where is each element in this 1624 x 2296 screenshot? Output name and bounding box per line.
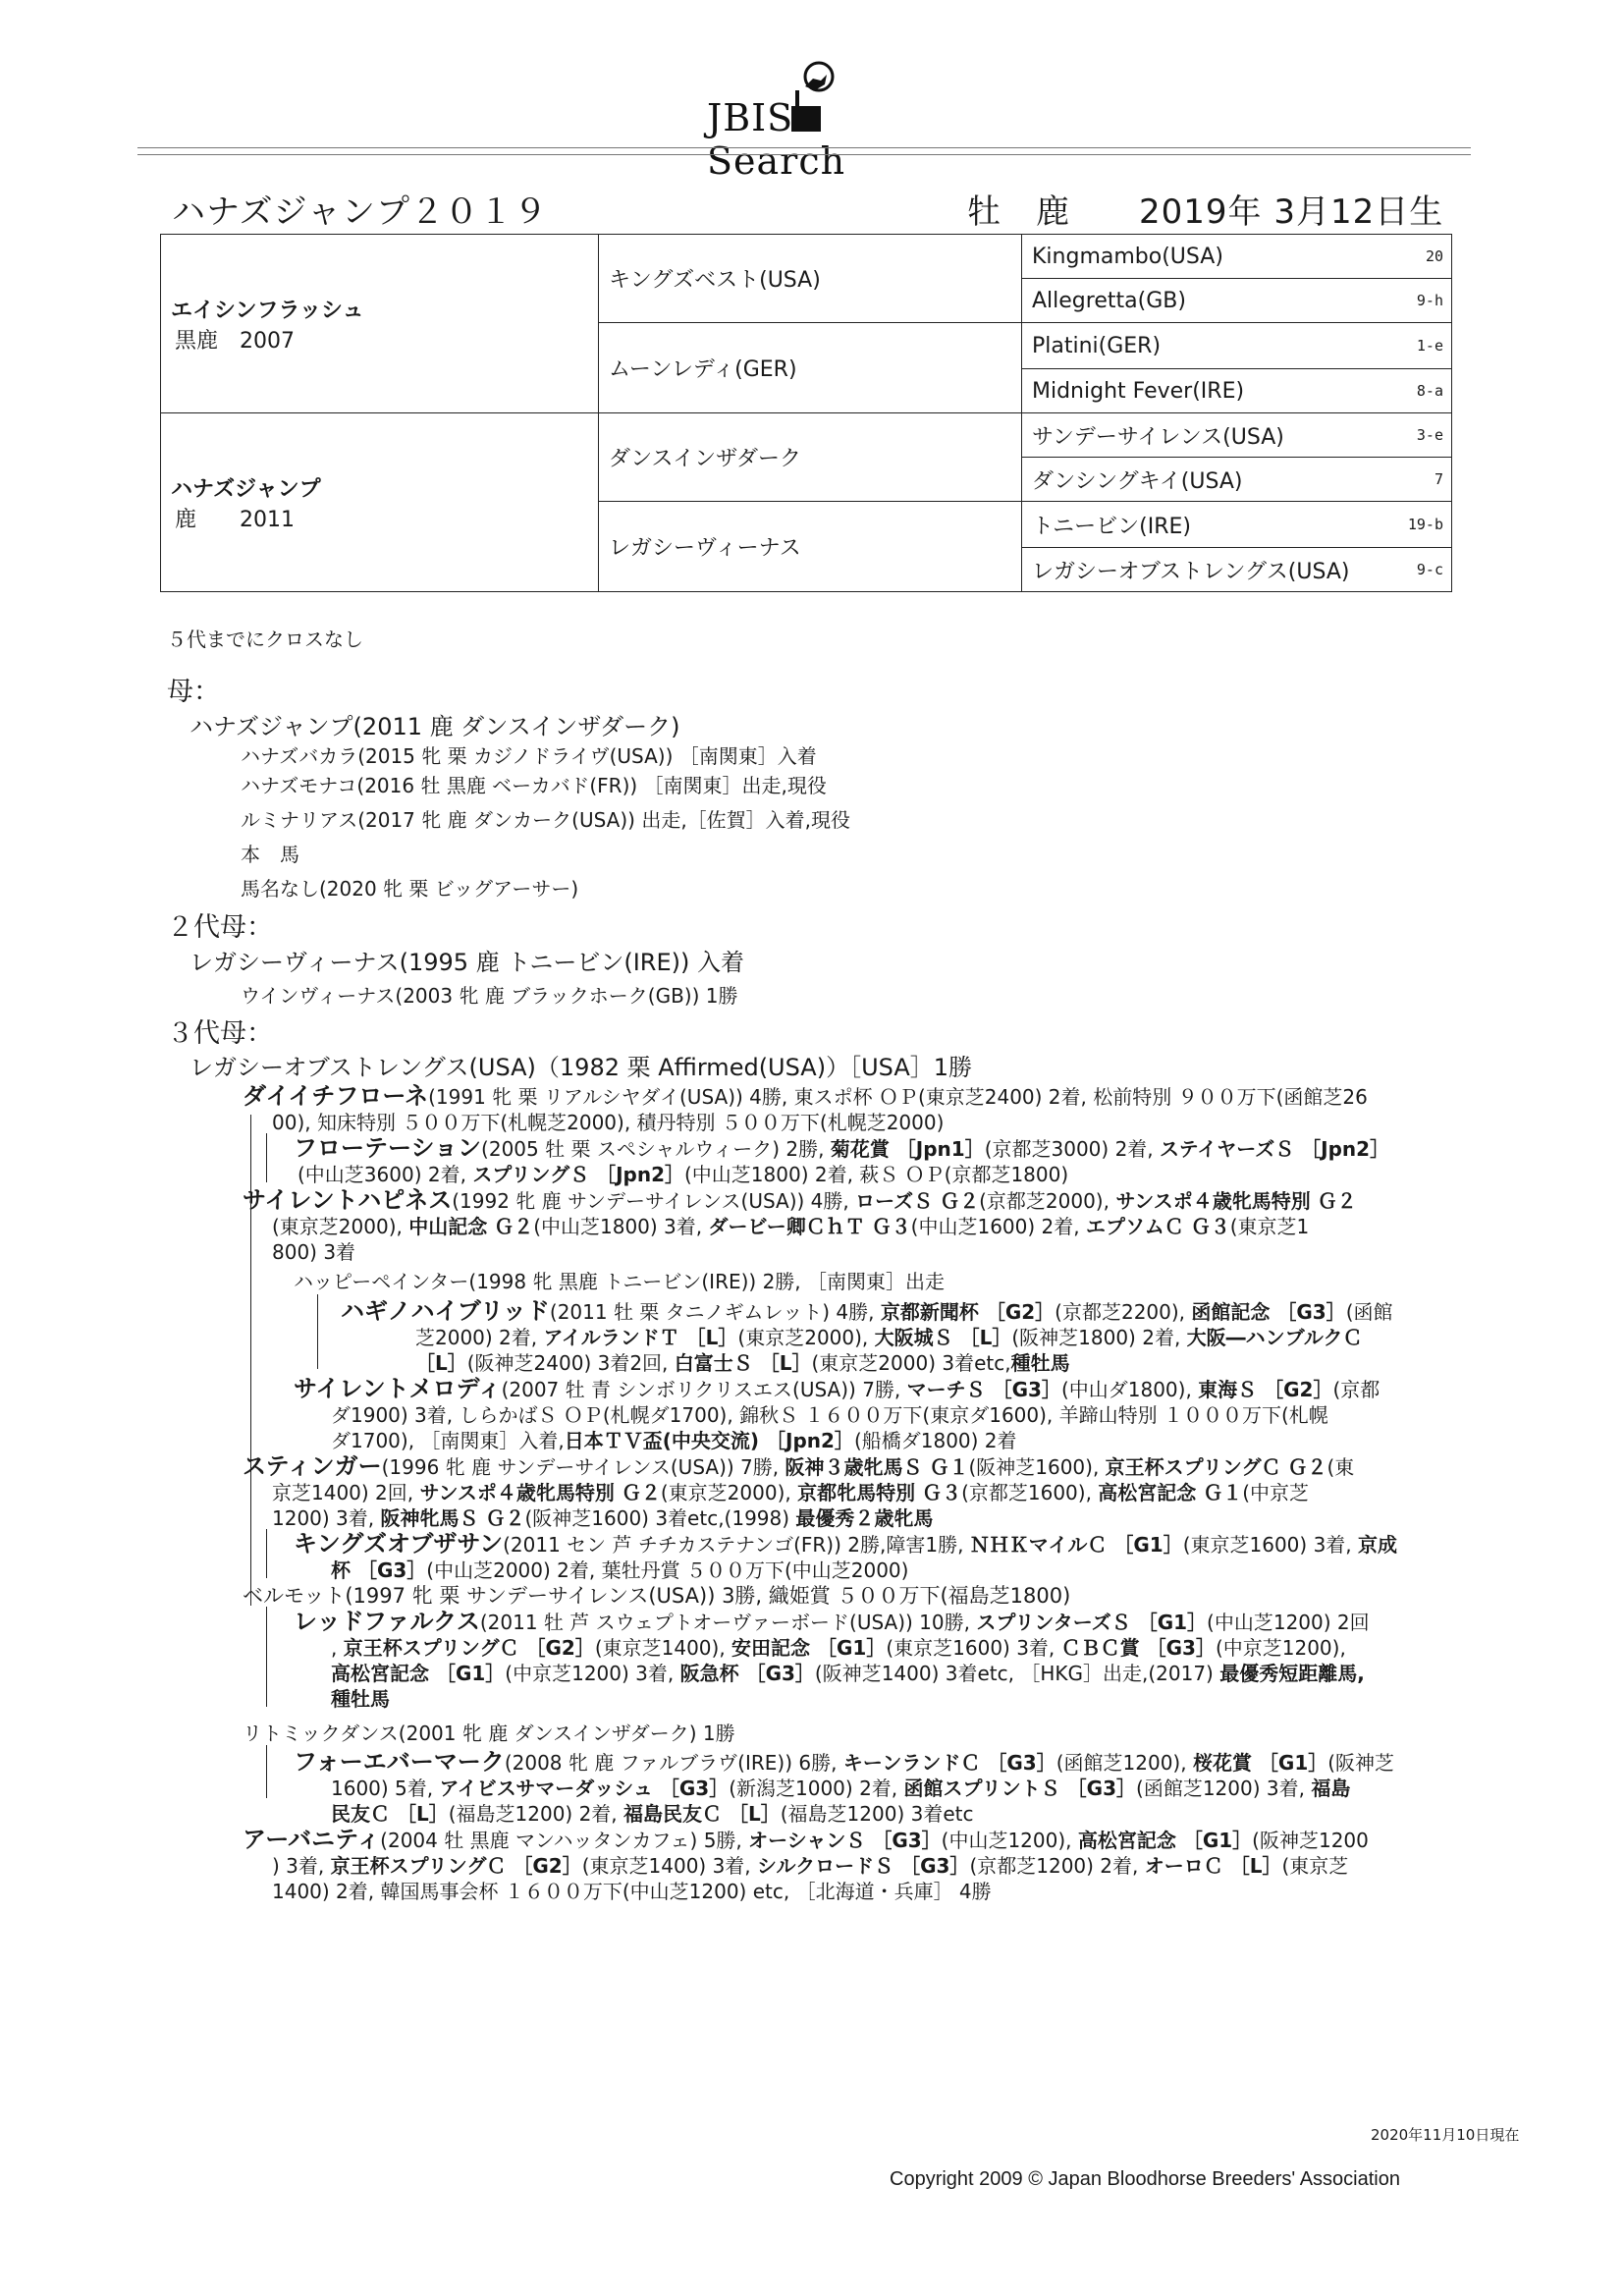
entry-vermouth: ベルモット(1997 牝 栗 サンデーサイレンス(USA)) 3勝, 織姫賞 ５００万下(福島芝1800) [243, 1584, 1071, 1608]
entry-stinger: スティンガー(1996 牝 鹿 サンデーサイレンス(USA)) 7勝, 阪神３歳牝馬Ｓ Ｇ１(阪神芝1600), 京王杯スプリングＣ Ｇ２(東 京芝1400) 2回, サンスポ４歳牝馬特別 Ｇ２(東京芝2000), 京都牝馬特別 Ｇ３(京都芝1600), 高松宮記念 Ｇ１(中京芝 1200) 3着, 阪神牝馬Ｓ Ｇ２(阪神芝1600) 3着etc,(1998) 最優秀２歳牝馬 [243, 1452, 1355, 1530]
dam-sire-cell: ダンスインザダーク [599, 413, 1022, 502]
section-dam3: ３代母： [167, 1018, 273, 1049]
as-of-date: 2020年11月10日現在 [1371, 2126, 1520, 2144]
dam3-main: レガシーオブストレングス(USA)（1982 栗 Affirmed(USA)）［USA］1勝 [189, 1054, 973, 1081]
g3-cell: Kingmambo(USA) 20 [1022, 235, 1452, 279]
dam2-main: レガシーヴィーナス(1995 鹿 トニービン(IRE)) 入着 [189, 949, 744, 976]
tree-line [317, 1294, 318, 1369]
copyright: Copyright 2009 © Japan Bloodhorse Breeders' Association [890, 2168, 1400, 2190]
entry-kings-of-the-sun: キングズオブザサン(2011 セン 芦 チチカステナンゴ(FR)) 2勝,障害1勝, ＮＨＫマイルＣ ［G1］(東京芝1600) 3着, 京成 杯 ［G3］(中山芝2000) 2着, 葉牡丹賞 ５００万下(中山芝2000) [243, 1531, 1483, 1583]
entry-hagino-hybrid: ハギノハイブリッド(2011 牡 栗 タニノギムレット) 4勝, 京都新聞杯 ［G2］(京都芝2200), 函館記念 ［G3］(函館 芝2000) 2着, アイルランドＴ ［L］(東京芝2000), 大阪城Ｓ ［L］(阪神芝1800) 2着, 大阪―ハンブルクＣ ［L］(阪神芝2400) 3着2回, 白富士Ｓ ［L］(東京芝2000) 3着etc,種牡馬 [243, 1298, 1483, 1376]
offspring-1: ハナズバカラ(2015 牝 栗 カジノドライヴ(USA)) ［南関東］入着 [241, 744, 817, 768]
sex-color: 牡 鹿 [967, 192, 1070, 232]
g3-cell: Allegretta(GB) 9-h [1022, 279, 1452, 323]
entry-daiichi-flone: ダイイチフローネ(1991 牝 栗 リアルシヤダイ(USA)) 4勝, 東スポ杯 ＯＰ(東京芝2400) 2着, 松前特別 ９００万下(函館芝26 00), 知床特別 ５００万下(札幌芝2000), 積丹特別 ５００万下(札幌芝2000) [243, 1082, 1368, 1134]
entry-forever-mark: フォーエバーマーク(2008 牝 鹿 ファルブラヴ(IRE)) 6勝, キーンランドＣ ［G3］(函館芝1200), 桜花賞 ［G1］(阪神芝 1600) 5着, アイビスサマーダッシュ ［G3］(新潟芝1000) 2着, 函館スプリントＳ ［G3］(函館芝1200) 3着, 福島 民友Ｃ ［L］(福島芝1200) 2着, 福島民友Ｃ ［L］(福島芝1200) 3着etc [243, 1749, 1483, 1827]
entry-flotation: フローテーション(2005 牡 栗 スペシャルウィーク) 2勝, 菊花賞 ［Jpn1］(京都芝3000) 2着, ステイヤーズＳ ［Jpn2］ (中山芝3600) 2着, スプリングＳ ［Jpn2］(中山芝1800) 2着, 萩Ｓ ＯＰ(京都芝1800) [243, 1135, 1483, 1187]
dam-info: 鹿 2011 [175, 507, 295, 532]
entry-silent-melody: サイレントメロディ(2007 牡 青 シンボリクリスエス(USA)) 7勝, マーチＳ ［G3］(中山ダ1800), 東海Ｓ ［G2］(京都 ダ1900) 3着, しらかばＳ ＯＰ(札幌ダ1700), 錦秋Ｓ １６００万下(東京ダ1600), 羊蹄山特別 １０００万下(札幌 ダ1700), ［南関東］入着,日本ＴＶ盃(中央交流) ［Jpn2］(船橋ダ1800) 2着 [294, 1375, 1380, 1452]
offspring-2: ハナズモナコ(2016 牡 黒鹿 ベーカバド(FR)) ［南関東］出走,現役 [241, 774, 827, 797]
section-dam2: ２代母： [167, 912, 273, 943]
sire-sire-cell: キングズベスト(USA) [599, 235, 1022, 323]
g3-cell: ダンシングキイ(USA) 7 [1022, 458, 1452, 502]
offspring-5: 馬名なし(2020 牝 栗 ビッグアーサー) [241, 877, 579, 901]
entry-rhythmic-dance: リトミックダンス(2001 牝 鹿 ダンスインザダーク) 1勝 [243, 1722, 735, 1745]
horse-name: ハナズジャンプ２０１９ [172, 192, 548, 232]
dam-name: ハナズジャンプ [171, 476, 321, 502]
dam3-descendants [167, 1083, 1483, 1904]
sire-name: エイシンフラッシュ [171, 298, 364, 323]
pedigree-table [160, 234, 1452, 592]
tree-line [266, 1607, 267, 1707]
entry-urbanity: アーバニティ(2004 牡 黒鹿 マンハッタンカフェ) 5勝, オーシャンＳ ［G3］(中山芝1200), 高松宮記念 ［G1］(阪神芝1200 ) 3着, 京王杯スプリングＣ ［G2］(東京芝1400) 3着, シルクロードＳ ［G3］(京都芝1200) 2着, オーロＣ ［L］(東京芝 1400) 2着, 韓国馬事会杯 １６００万下(中山芝1200) etc, ［北海道・兵庫］ 4勝 [243, 1826, 1369, 1903]
tree-line [266, 1133, 267, 1182]
tree-line [266, 1745, 267, 1798]
entry-happy-painter: ハッピーペインター(1998 牝 黒鹿 トニービン(IRE)) 2勝, ［南関東］出走 [294, 1270, 946, 1293]
dam1-main: ハナズジャンプ(2011 鹿 ダンスインザダーク) [189, 713, 680, 740]
jbis-logo [687, 57, 943, 183]
dam2-offspring: ウインヴィーナス(2003 牝 鹿 ブラックホーク(GB)) 1勝 [241, 984, 738, 1008]
sire-info: 黒鹿 2007 [175, 328, 295, 354]
offspring-4: 本 馬 [241, 843, 299, 866]
entry-red-falx: レッドファルクス(2011 牡 芦 スウェプトオーヴァーボード(USA)) 10勝, スプリンターズＳ ［G1］(中山芝1200) 2回 , 京王杯スプリングＣ ［G2］(東京芝1400), 安田記念 ［G1］(東京芝1600) 3着, ＣＢＣ賞 ［G3］(中京芝1200), 高松宮記念 ［G1］(中京芝1200) 3着, 阪急杯 ［G3］(阪神芝1400) 3着etc, ［HKG］出走,(2017) 最優秀短距離馬, 種牡馬 [243, 1609, 1483, 1712]
section-dam1: 母： [167, 677, 220, 707]
dam-cell [161, 413, 599, 592]
entry-silent-happiness: サイレントハピネス(1992 牝 鹿 サンデーサイレンス(USA)) 4勝, ローズＳ Ｇ２(京都芝2000), サンスポ４歳牝馬特別 Ｇ２ (東京芝2000), 中山記念 Ｇ２(中山芝1800) 3着, ダービー卿ＣｈＴ Ｇ３(中山芝1600) 2着, エプソムＣ Ｇ３(東京芝1 800) 3着 [243, 1186, 1357, 1264]
horse-profile [967, 185, 1443, 233]
logo-text: JBISSearch [707, 96, 846, 183]
sire-dam-cell: ムーンレディ(GER) [599, 323, 1022, 413]
header-rule [137, 147, 1471, 155]
g3-cell: サンデーサイレンス(USA) 3-e [1022, 413, 1452, 458]
g3-cell: Midnight Fever(IRE) 8-a [1022, 369, 1452, 413]
g3-cell: トニービン(IRE) 19-b [1022, 502, 1452, 548]
dam-dam-cell: レガシーヴィーナス [599, 502, 1022, 592]
sire-cell [161, 235, 599, 413]
family-body [167, 671, 1483, 1904]
birth-date: 2019年 3月12日生 [1139, 192, 1444, 232]
g3-cell: Platini(GER) 1-e [1022, 323, 1452, 369]
tree-line [266, 1529, 267, 1578]
offspring-3: ルミナリアス(2017 牝 鹿 ダンカーク(USA)) 出走,［佐賀］入着,現役 [241, 808, 851, 832]
g3-cell: レガシーオブストレングス(USA) 9-c [1022, 548, 1452, 592]
cross-note: ５代までにクロスなし [167, 628, 363, 651]
